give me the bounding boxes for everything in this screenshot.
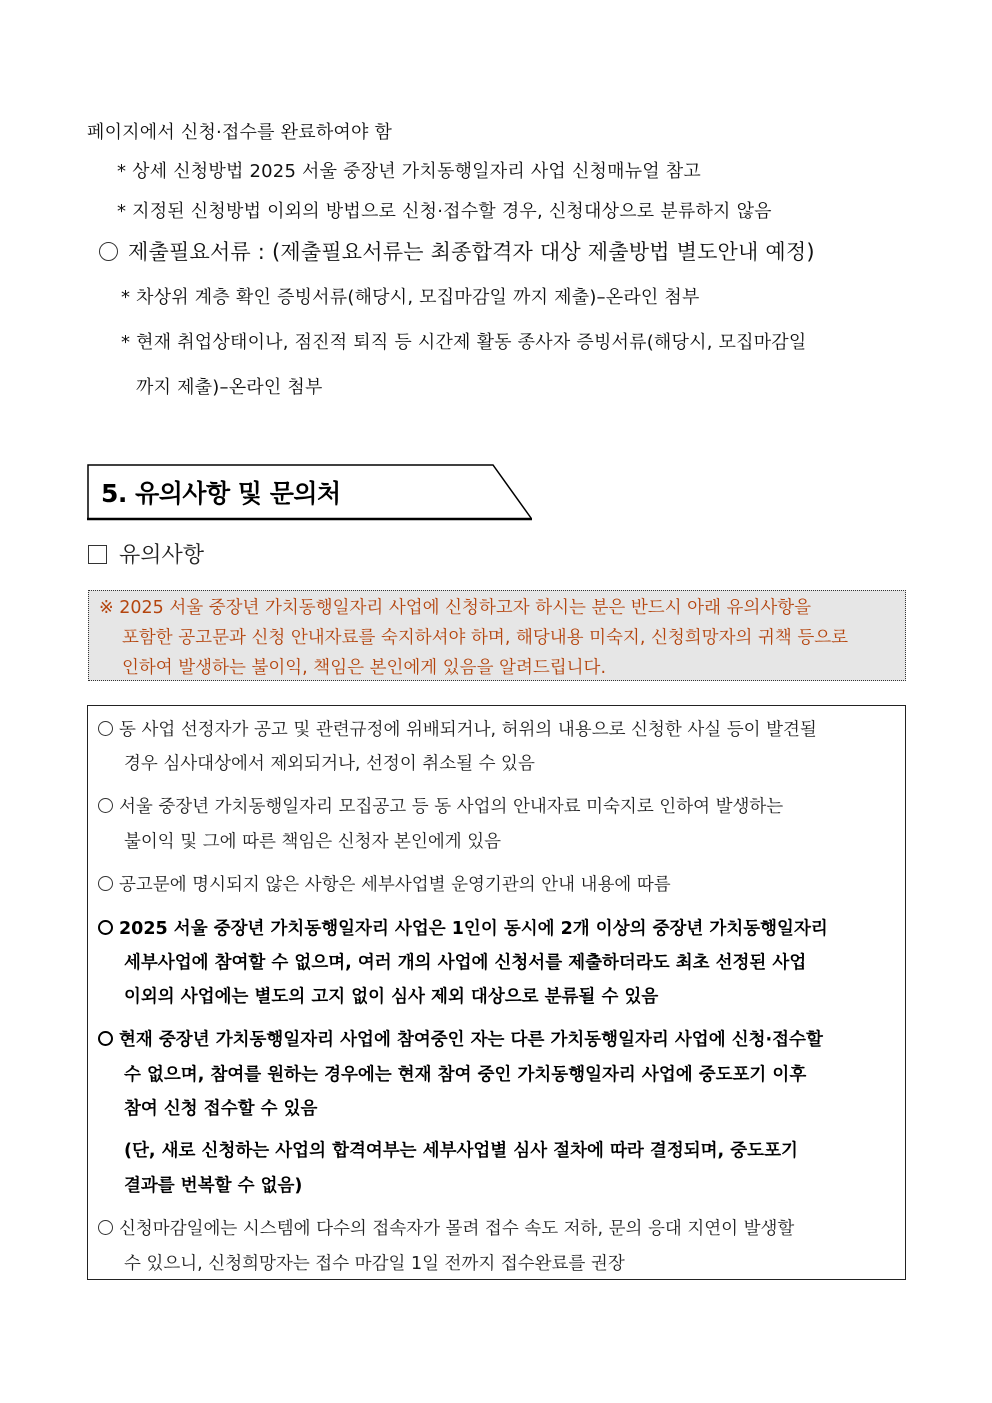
circle-bullet-icon	[99, 242, 118, 261]
circle-bullet-icon	[98, 721, 113, 736]
rule-item	[98, 1215, 794, 1240]
rule-text: 현재 중장년 가치동행일자리 사업에 참여중인 자는 다른 가치동행일자리 사업에 신청·접수할	[119, 1030, 823, 1050]
rule-item-cont: 참여 신청 접수할 수 있음	[124, 1099, 318, 1119]
square-bullet-icon	[88, 545, 107, 564]
rule-item-cont: (단, 새로 신청하는 사업의 합격여부는 세부사업별 심사 절차에 따라 결정되며, 중도포기	[124, 1141, 798, 1161]
section-title: 5. 유의사항 및 문의처	[101, 479, 341, 508]
rule-text: 서울 중장년 가치동행일자리 모집공고 등 동 사업의 안내자료 미숙지로 인하여 발생하는	[119, 797, 784, 817]
circle-bullet-icon	[98, 920, 113, 935]
rule-item-cont: 수 없으며, 참여를 원하는 경우에는 현재 참여 중인 가치동행일자리 사업에 중도포기 이후	[124, 1065, 807, 1085]
method-note: * 지정된 신청방법 이외의 방법으로 신청·접수할 경우, 신청대상으로 분류하지 않음	[117, 201, 772, 222]
rules-box	[87, 705, 906, 1280]
circle-bullet-icon	[98, 798, 113, 813]
circle-bullet-icon	[98, 1031, 113, 1046]
rule-item	[98, 716, 817, 741]
rule-item	[98, 793, 783, 818]
rule-text: 2025 서울 중장년 가치동행일자리 사업은 1인이 동시에 2개 이상의 중장년 가치동행일자리	[119, 919, 828, 939]
rule-item-important	[98, 915, 828, 940]
rule-item-cont: 결과를 번복할 수 없음)	[124, 1176, 303, 1196]
notice-box	[88, 590, 906, 681]
rule-item-cont: 경우 심사대상에서 제외되거나, 선정이 취소될 수 있음	[124, 754, 535, 774]
required-docs-heading	[99, 236, 815, 266]
rule-item-cont: 불이익 및 그에 따른 책임은 신청자 본인에게 있음	[124, 832, 502, 852]
notice-line: ※ 2025 서울 중장년 가치동행일자리 사업에 신청하고자 하시는 분은 반드시 아래 유의사항을	[99, 598, 812, 618]
rule-item-cont: 이외의 사업에는 별도의 고지 없이 심사 제외 대상으로 분류될 수 있음	[124, 987, 659, 1007]
notice-line: 포함한 공고문과 신청 안내자료를 숙지하셔야 하며, 해당내용 미숙지, 신청희망자의 귀책 등으로	[122, 628, 849, 648]
rule-item-cont: 세부사업에 참여할 수 없으며, 여러 개의 사업에 신청서를 제출하더라도 최초 선정된 사업	[124, 953, 807, 973]
required-docs-heading-text: 제출필요서류 : (제출필요서류는 최종합격자 대상 제출방법 별도안내 예정)	[128, 240, 815, 264]
rule-text: 동 사업 선정자가 공고 및 관련규정에 위배되거나, 허위의 내용으로 신청한 사실 등이 발견될	[119, 720, 817, 740]
required-doc-item: * 차상위 계층 확인 증빙서류(해당시, 모집마감일 까지 제출)–온라인 첨부	[121, 287, 700, 308]
circle-bullet-icon	[98, 1220, 113, 1235]
rule-text: 공고문에 명시되지 않은 사항은 세부사업별 운영기관의 안내 내용에 따름	[119, 875, 671, 895]
required-doc-item: * 현재 취업상태이나, 점진적 퇴직 등 시간제 활동 종사자 증빙서류(해당시, 모집마감일	[121, 332, 807, 353]
circle-bullet-icon	[98, 876, 113, 891]
rule-text: 신청마감일에는 시스템에 다수의 접속자가 몰려 접수 속도 저하, 문의 응대 지연이 발생할	[119, 1219, 795, 1239]
required-doc-item-cont: 까지 제출)–온라인 첨부	[136, 377, 323, 398]
rule-item-cont: 수 있으니, 신청희망자는 접수 마감일 1일 전까지 접수완료를 권장	[124, 1254, 625, 1274]
notice-line: 인하여 발생하는 불이익, 책임은 본인에게 있음을 알려드립니다.	[122, 658, 607, 678]
method-note: * 상세 신청방법 2025 서울 중장년 가치동행일자리 사업 신청매뉴얼 참고	[117, 161, 701, 182]
subsection-title	[88, 538, 204, 569]
intro-line: 페이지에서 신청·접수를 완료하여야 함	[87, 122, 393, 143]
rule-item-important	[98, 1026, 823, 1051]
section-header	[87, 464, 532, 520]
subsection-title-text: 유의사항	[119, 543, 205, 568]
rule-item	[98, 871, 671, 896]
